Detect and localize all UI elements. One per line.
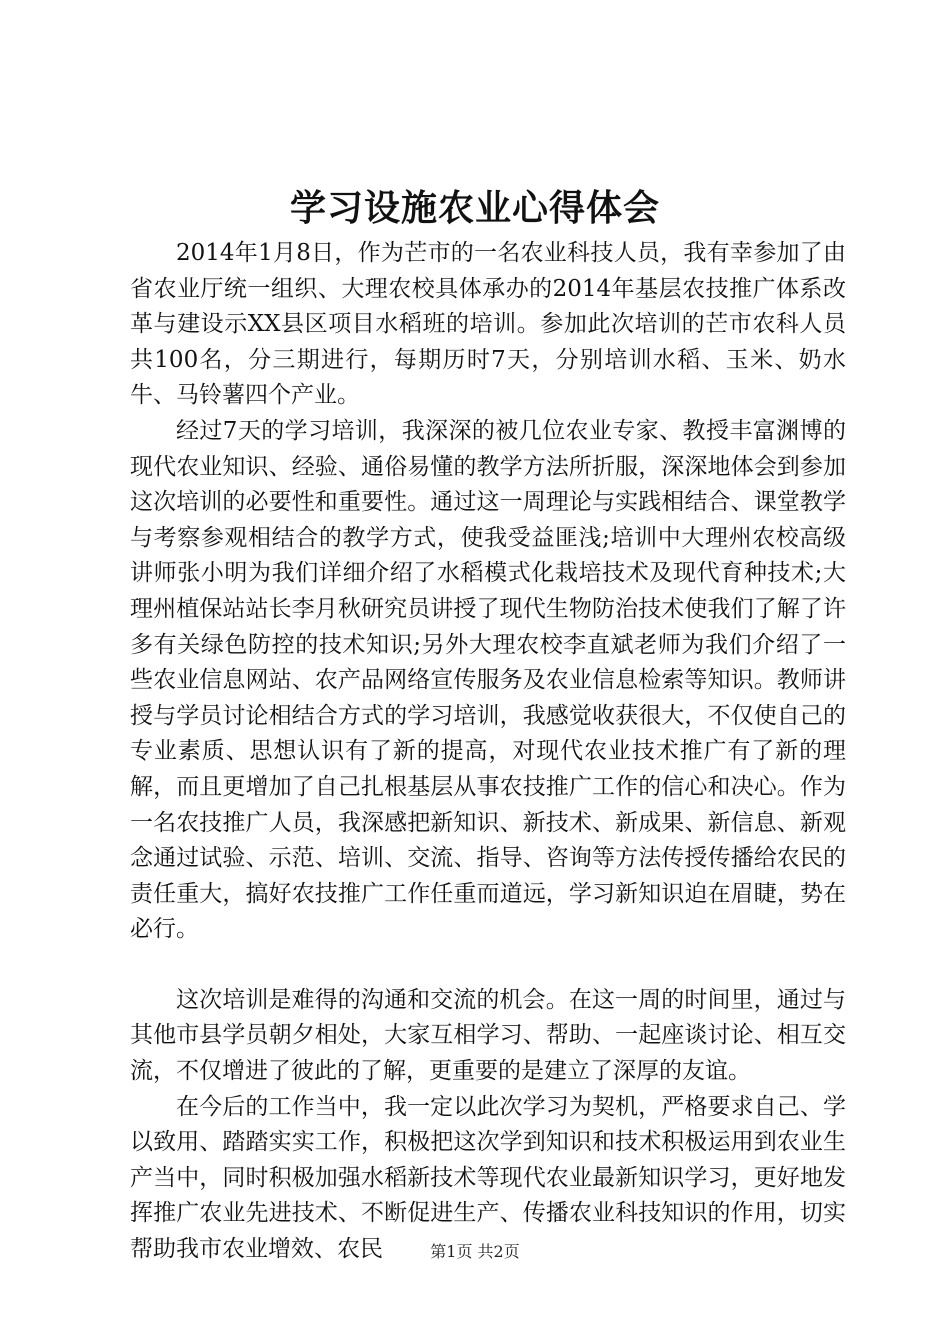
- paragraph-3: 这次培训是难得的沟通和交流的机会。在这一周的时间里，通过与其他市县学员朝夕相处，大家互相学习、帮助、一起座谈讨论、相互交流，不仅增进了彼此的了解，更重要的是建立了深厚的友谊。: [130, 986, 846, 1085]
- paragraph-4: 在今后的工作当中，我一定以此次学习为契机，严格要求自己、学以致用、踏踏实实工作，积极把这次学到知识和技术积极运用到农业生产当中，同时积极加强水稻新技术等现代农业最新知识学习，更好地发挥推广农业先进技术、不断促进生产、传播农业科技知识的作用，切实帮助我市农业增效、农民: [130, 1093, 846, 1263]
- paragraph-1: 2014年1月8日，作为芒市的一名农业科技人员，我有幸参加了由省农业厅统一组织、大理农校具体承办的2014年基层农技推广体系改革与建设示XX县区项目水稻班的培训。参加此次培训的芒市农科人员共100名，分三期进行，每期历时7天，分别培训水稻、玉米、奶水牛、马铃薯四个产业。: [130, 240, 846, 409]
- paragraph-2: 经过7天的学习培训，我深深的被几位农业专家、教授丰富渊博的现代农业知识、经验、通俗易懂的教学方法所折服，深深地体会到参加这次培训的必要性和重要性。通过这一周理论与实践相结合、课堂教学与考察参观相结合的教学方式，使我受益匪浅;培训中大理州农校高级讲师张小明为我们详细介绍了水稻模式化栽培技术及现代育种技术;大理州植保站站长李月秋研究员讲授了现代生物防治技术使我们了解了许多有关绿色防控的技术知识;另外大理农校李直斌老师为我们介绍了一些农业信息网站、农产品网络宣传服务及农业信息检索等知识。教师讲授与学员讨论相结合方式的学习培训，我感觉收获很大，不仅使自己的专业素质、思想认识有了新的提高，对现代农业技术推广有了新的理解，而且更增加了自己扎根基层从事农技推广工作的信心和决心。作为一名农技推广人员，我深感把新知识、新技术、新成果、新信息、新观念通过试验、示范、培训、交流、指导、咨询等方法传授传播给农民的责任重大，搞好农技推广工作任重而道远，学习新知识迫在眉睫，势在必行。: [130, 417, 846, 943]
- page-number-footer: 第1页 共2页: [430, 1242, 520, 1261]
- document-title: 学习设施农业心得体会: [289, 188, 660, 229]
- document-body: [130, 236, 846, 1268]
